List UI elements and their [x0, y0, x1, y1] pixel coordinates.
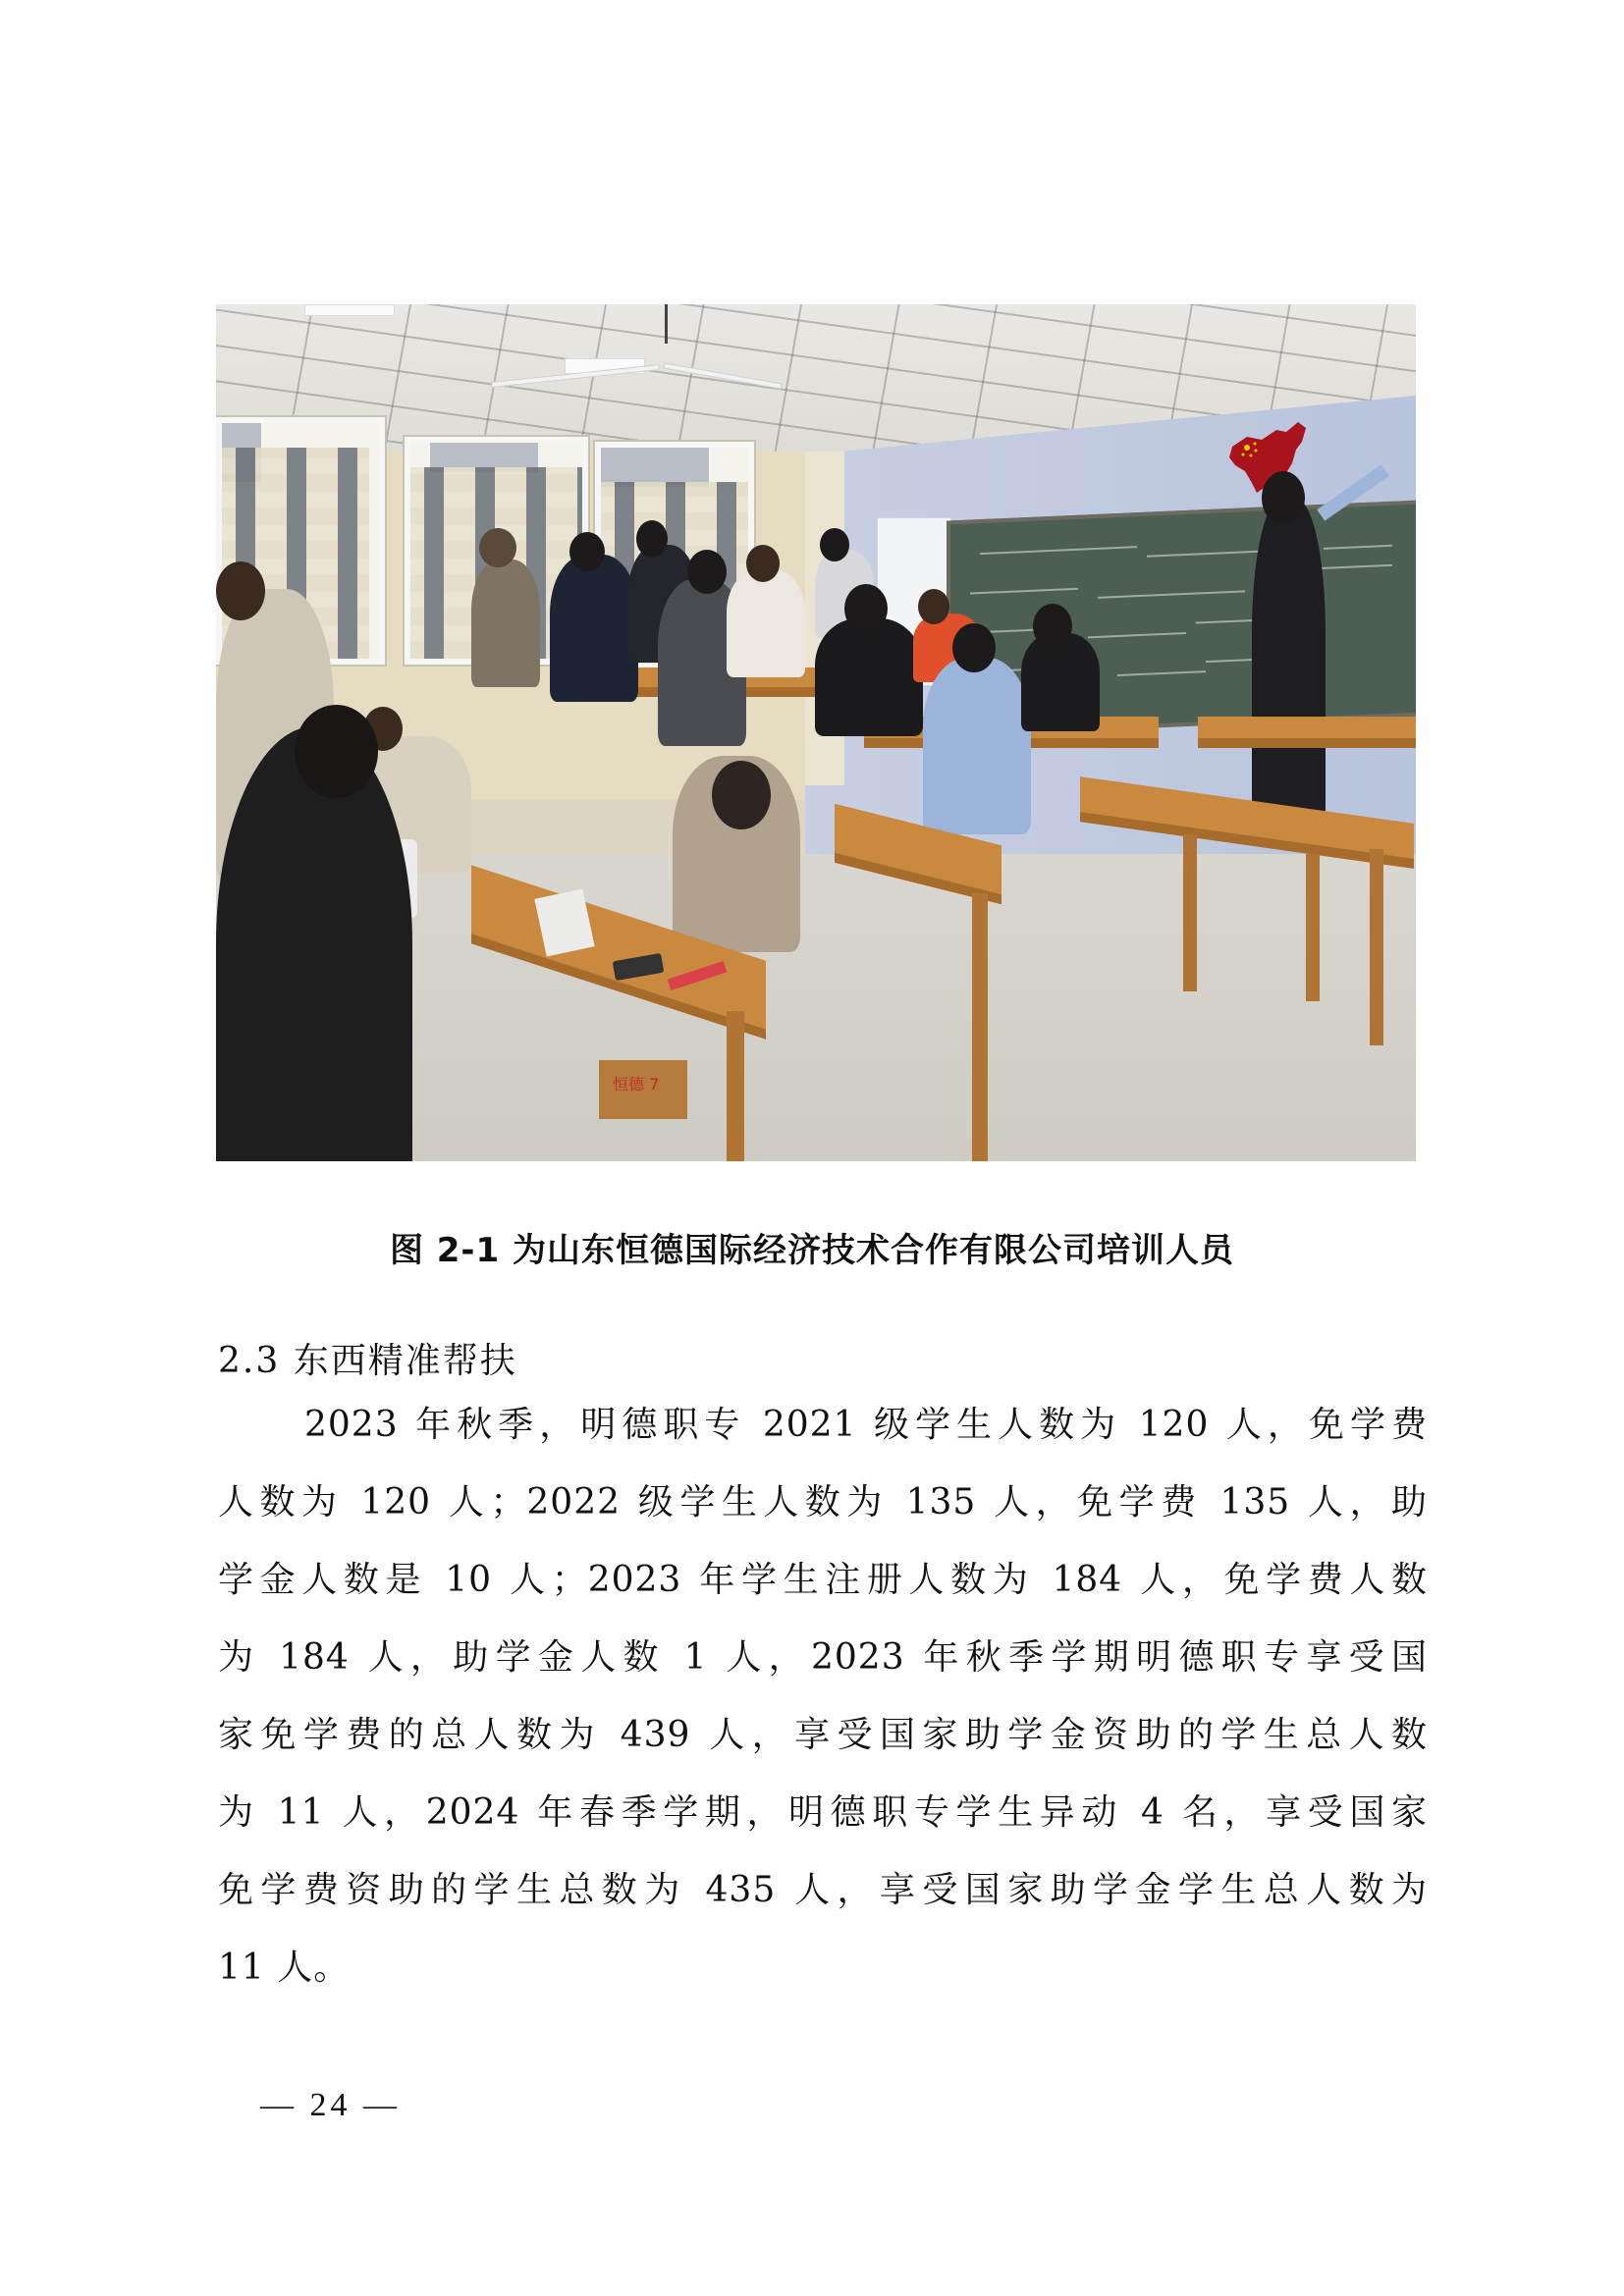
student	[471, 560, 540, 687]
paragraph-line: 家免学费的总人数为 439 人，享受国家助学金资助的学生总人数	[218, 1715, 1428, 1755]
desk-leg	[1370, 849, 1383, 1045]
classroom-training-photo	[216, 304, 1416, 1161]
figure-caption: 图 2-1 为山东恒德国际经济技术合作有限公司培训人员	[389, 1231, 1235, 1270]
desk-leg	[1183, 834, 1197, 991]
paragraph-line: 2023 年秋季，明德职专 2021 级学生人数为 120 人，免学费	[304, 1405, 1428, 1445]
paragraph-line: 11 人。	[218, 1948, 351, 1988]
student	[923, 658, 1031, 834]
desk-label: 恒德 7	[599, 1060, 687, 1119]
paragraph-line: 学金人数是 10 人；2023 年学生注册人数为 184 人，免学费人数	[218, 1560, 1428, 1600]
teacher	[1252, 499, 1326, 832]
section-heading: 2.3 东西精准帮扶	[218, 1341, 517, 1381]
student	[727, 569, 805, 677]
paragraph-line: 为 184 人，助学金人数 1 人，2023 年秋季学期明德职专享受国	[218, 1637, 1428, 1678]
page-number: — 24 —	[260, 2087, 401, 2123]
desk-leg	[727, 1011, 744, 1161]
student	[550, 555, 638, 702]
paragraph-line: 人数为 120 人；2022 级学生人数为 135 人，免学费 135 人，助	[218, 1482, 1428, 1522]
student	[1021, 633, 1100, 731]
student	[815, 618, 923, 736]
teacher-head	[1262, 471, 1305, 525]
desk	[1198, 717, 1416, 748]
ceiling-light	[304, 304, 395, 316]
desk-leg	[972, 893, 988, 1161]
paragraph-line: 为 11 人，2024 年春季学期，明德职专学生异动 4 名，享受国家	[218, 1792, 1428, 1833]
paragraph-line: 免学费资助的学生总数为 435 人，享受国家助学金学生总人数为	[218, 1870, 1428, 1910]
fan-rod	[665, 304, 668, 344]
desk-leg	[1306, 854, 1320, 1001]
body-paragraph	[218, 1386, 1428, 2006]
